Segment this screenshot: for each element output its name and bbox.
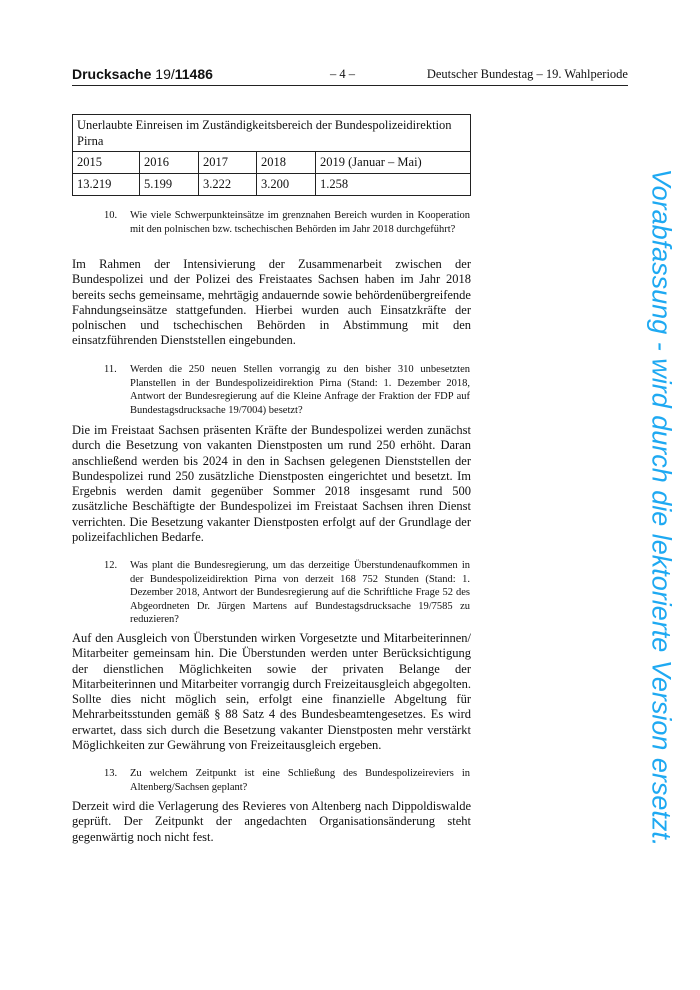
question-text: Wie viele Schwerpunkteinsätze im grenznahen Bereich wurden in Kooperation mit den polnischen bzw. tschechischen Behörden im Jahr 2018 durchgeführt?	[130, 210, 470, 235]
table-value-cell: 3.222	[199, 174, 257, 196]
table-year-cell: 2019 (Januar – Mai)	[316, 152, 471, 174]
answer-13: Derzeit wird die Verlagerung des Revieres von Altenberg nach Dippoldiswalde geprüft. Der Zeitpunkt der angedachten Organisationsänderung steht gegenwärtig noch nicht fest.	[72, 799, 471, 844]
table-year-cell: 2018	[257, 152, 316, 174]
question-12	[104, 559, 470, 627]
question-number: 10.	[104, 210, 118, 221]
entries-table	[72, 114, 471, 196]
table-value-cell: 1.258	[316, 174, 471, 196]
page-header	[72, 66, 628, 84]
question-10	[104, 209, 470, 236]
page-number: – 4 –	[330, 67, 355, 81]
table-value-cell: 13.219	[73, 174, 140, 196]
document-label: Drucksache	[72, 66, 152, 82]
document-number	[72, 66, 213, 82]
question-number: 12.	[104, 560, 118, 571]
table-year-cell: 2015	[73, 152, 140, 174]
draft-watermark	[640, 110, 682, 905]
answer-12: Auf den Ausgleich von Überstunden wirken Vorgesetzte und Mitarbeiterinnen/ Mitarbeiter gemeinsam hin. Die Überstunden werden unter Berücksichtigung der dienstlichen Möglichkeiten sowie der privaten Belange der Mitarbeiterinnen und Mitarbeiter vorrangig durch Freizeitausgleich abgegolten. Sollte dies nicht möglich sein, erfolgt eine finanzielle Abgeltung für Mehrarbeitsstunden gemäß § 88 Satz 4 des Bundesbeamtengesetzes. Es wird erwartet, dass sich durch die Besetzung vakanter Dienstposten mehr verstärkt Möglichkeiten zur Gewährung von Freizeitausgleich ergeben.	[72, 631, 471, 753]
question-text: Zu welchem Zeitpunkt ist eine Schließung des Bundespolizeireviers in Altenberg/Sachsen geplant?	[130, 768, 470, 793]
watermark-text: Vorabfassung - wird durch die lektorierte Version ersetzt.	[646, 168, 677, 847]
document-number-value: 11486	[174, 66, 213, 82]
question-text: Was plant die Bundesregierung, um das derzeitige Überstundenaufkommen in der Bundespolizeidirektion Pirna von derzeit 168 752 Stunden (Stand: 1. Dezember 2018, Antwort der Bundesregierung auf die Schriftliche Frage 52 des Abgeordneten Dr. Jürgen Martens auf Bundestagsdrucksache 19/7585 zu reduzieren?	[130, 560, 470, 625]
document-number-prefix: 19/	[155, 66, 175, 82]
publisher: Deutscher Bundestag – 19. Wahlperiode	[426, 67, 628, 81]
table-value-row	[73, 174, 471, 196]
table-caption: Unerlaubte Einreisen im Zuständigkeitsbereich der Bundespolizeidirektion Pirna	[73, 115, 471, 152]
table-header-row	[73, 152, 471, 174]
table-caption-row	[73, 115, 471, 152]
header-rule	[72, 85, 628, 86]
question-number: 11.	[104, 364, 117, 375]
table-year-cell: 2017	[199, 152, 257, 174]
question-number: 13.	[104, 768, 118, 779]
table-value-cell: 5.199	[140, 174, 199, 196]
question-11	[104, 363, 470, 417]
question-text: Werden die 250 neuen Stellen vorrangig zu den bisher 310 unbesetzten Planstellen in der Bundespolizeidirektion Pirna (Stand: 1. Dezember 2018, Antwort der Bundesregierung auf die Kleine Anfrage der Fraktion der FDP auf Bundestagsdrucksache 19/7004) besetzt?	[130, 364, 470, 416]
table-year-cell: 2016	[140, 152, 199, 174]
answer-11: Die im Freistaat Sachsen präsenten Kräfte der Bundespolizei werden zunächst durch die Besetzung von vakanten Dienstposten um rund 250 erhöht. Daran anschließend werden bis 2024 in den in Sachsen gelegenen Dienststellen der Bundespolizei rund 250 zusätzliche Dienstposten eingerichtet und besetzt. Im Ergebnis werden damit gegenüber Sommer 2018 insgesamt rund 500 zusätzliche Beschäftigte der Bundespolizei im Freistaat Sachsen ihren Dienst verrichten. Die Besetzung vakanter Dienstposten erfolgt auf der Grundlage der polizeifachlichen Bedarfe.	[72, 423, 471, 545]
table-value-cell: 3.200	[257, 174, 316, 196]
question-13	[104, 767, 470, 794]
answer-10: Im Rahmen der Intensivierung der Zusammenarbeit zwischen der Bundespolizei und der Polizei des Freistaates Sachsen haben im Jahr 2018 bereits sechs gemeinsame, mehrtägig andauernde sowie behördenübergreifende Fahndungseinsätze stattgefunden. Hierbei wurden auch Einsatzkräfte der polnischen und tschechischen Behörden in Abstimmung mit den einsatzführenden Dienststellen eingebunden.	[72, 257, 471, 348]
